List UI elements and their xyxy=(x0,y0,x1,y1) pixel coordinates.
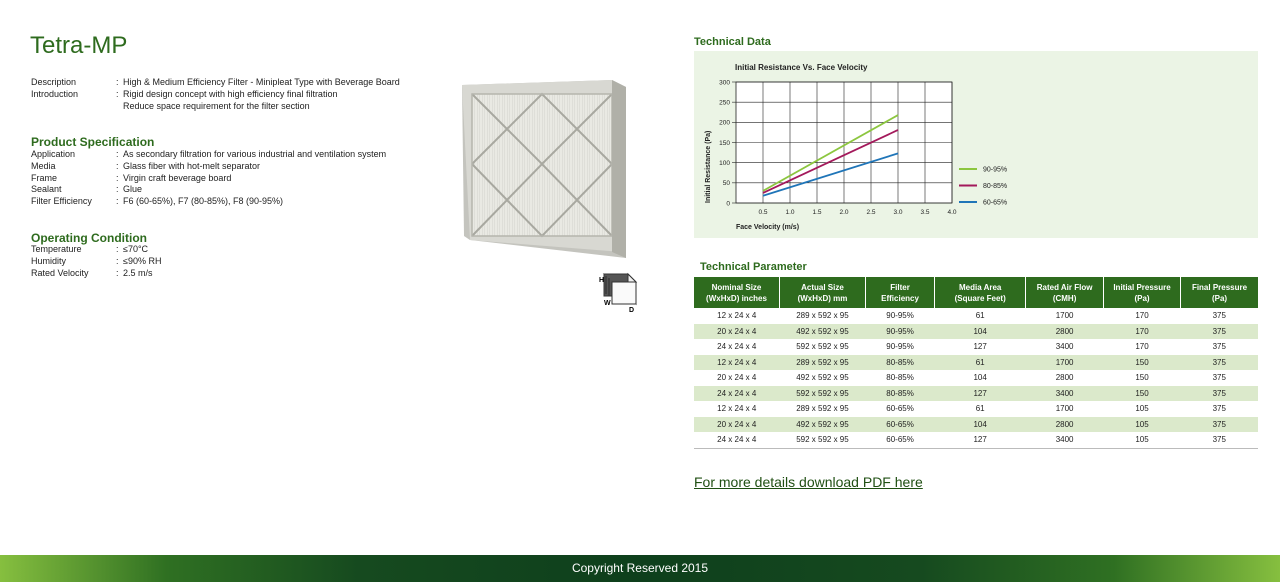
table-cell: 1700 xyxy=(1026,355,1104,371)
table-cell: 150 xyxy=(1104,386,1181,402)
table-row xyxy=(694,370,1258,386)
spec-row: Filter Efficiency : F6 (60-65%), F7 (80-85%), F8 (90-95%) xyxy=(31,196,284,207)
table-cell: 127 xyxy=(935,386,1026,402)
y-tick-label: 0 xyxy=(726,200,730,208)
table-cell: 375 xyxy=(1181,386,1258,402)
intro-list xyxy=(31,77,443,112)
operating-heading: Operating Condition xyxy=(31,231,147,245)
intro-row-description: Description : High & Medium Efficiency Filter - Minipleat Type with Beverage Board xyxy=(31,77,400,87)
spec-row: Frame : Virgin craft beverage board xyxy=(31,172,232,183)
x-axis-label: Face Velocity (m/s) xyxy=(736,224,800,231)
chart-legend xyxy=(959,167,1007,207)
col-header-rated-air-flow: Rated Air Flow (CMH) xyxy=(1026,277,1104,308)
technical-parameter-table xyxy=(694,277,1258,449)
table-body xyxy=(694,308,1258,448)
legend-label: 60-65% xyxy=(983,199,1008,207)
table-cell: 61 xyxy=(975,404,985,414)
table-cell: 592 x 592 x 95 xyxy=(779,386,865,402)
technical-parameter-heading: Technical Parameter xyxy=(700,261,807,273)
table-cell: 375 xyxy=(1181,355,1258,371)
table-cell: 2800 xyxy=(1026,417,1104,433)
operating-row: Rated Velocity : 2.5 m/s xyxy=(31,267,153,278)
spec-row: Application : As secondary filtration for various industrial and ventilation system xyxy=(31,149,387,159)
y-axis-label: Initial Resistance (Pa) xyxy=(705,130,712,203)
table-cell: 61 xyxy=(935,355,1026,371)
table-cell: 60-65% xyxy=(886,404,914,414)
table-cell: 20 x 24 x 4 xyxy=(694,417,779,433)
table-cell: 492 x 592 x 95 xyxy=(796,373,849,383)
table-cell: 492 x 592 x 95 xyxy=(779,324,865,340)
table-cell: 90-95% xyxy=(865,324,934,340)
table-cell: 3400 xyxy=(1026,386,1104,402)
table-cell: 592 x 592 x 95 xyxy=(779,432,865,448)
x-tick-labels xyxy=(758,209,956,216)
product-spec-heading: Product Specification xyxy=(31,135,155,149)
table-cell: 80-85% xyxy=(865,386,934,402)
col-header-initial-pressure: Initial Pressure (Pa) xyxy=(1104,277,1181,308)
table-cell: 12 x 24 x 4 xyxy=(694,355,779,371)
table-cell: 104 xyxy=(935,324,1026,340)
table-cell: 80-85% xyxy=(886,373,914,383)
table-row xyxy=(694,355,1258,371)
table-cell: 12 x 24 x 4 xyxy=(717,404,757,414)
operating-row: Humidity : ≤90% RH xyxy=(31,255,162,266)
table-cell: 104 xyxy=(973,373,987,383)
table-cell: 375 xyxy=(1212,404,1226,414)
y-tick-label: 200 xyxy=(719,119,730,127)
table-row xyxy=(694,386,1258,402)
table-header-row xyxy=(694,277,1258,308)
dim-label-h: H xyxy=(599,277,605,284)
table-cell: 375 xyxy=(1212,373,1226,383)
x-tick-label: 2.0 xyxy=(839,209,849,216)
table-cell: 127 xyxy=(973,342,987,352)
y-tick-labels xyxy=(719,79,730,207)
table-cell: 60-65% xyxy=(865,432,934,448)
col-header-final-pressure: Final Pressure (Pa) xyxy=(1181,277,1258,308)
col-header-nominal-size: Nominal Size (WxHxD) inches xyxy=(694,277,779,308)
resistance-line-chart xyxy=(694,51,1258,238)
table-cell: 2800 xyxy=(1055,373,1074,383)
intro-row-introduction: Introduction : Rigid design concept with high efficiency final filtration Reduce space requirement for the filter section xyxy=(31,88,338,111)
table-cell: 375 xyxy=(1181,432,1258,448)
table-cell: 289 x 592 x 95 xyxy=(779,355,865,371)
dim-label-d: D xyxy=(629,307,635,314)
table-cell: 150 xyxy=(1135,373,1149,383)
x-tick-label: 3.0 xyxy=(893,209,903,216)
table-cell: 90-95% xyxy=(886,311,914,321)
table-cell: 492 x 592 x 95 xyxy=(779,417,865,433)
download-pdf-link[interactable]: For more details download PDF here xyxy=(694,474,923,490)
legend-label: 80-85% xyxy=(983,183,1008,190)
table-row xyxy=(694,324,1258,340)
x-tick-label: 3.5 xyxy=(920,209,930,216)
table-row xyxy=(694,432,1258,448)
dim-label-w: W xyxy=(604,300,611,307)
page-title: Tetra-MP xyxy=(30,32,128,59)
dimension-diagram-icon xyxy=(596,266,642,316)
table-cell: 24 x 24 x 4 xyxy=(717,342,757,352)
copyright-text: Copyright Reserved 2015 xyxy=(571,561,709,575)
table-cell: 3400 xyxy=(1055,342,1074,352)
technical-data-heading: Technical Data xyxy=(694,36,771,48)
col-header-filter-efficiency: Filter Efficiency xyxy=(865,277,934,308)
spec-row: Sealant : Glue xyxy=(31,184,143,195)
col-header-media-area: Media Area (Square Feet) xyxy=(935,277,1026,308)
table-cell: 375 xyxy=(1212,311,1226,321)
table-row xyxy=(694,308,1258,324)
table-cell: 12 x 24 x 4 xyxy=(717,311,757,321)
table-cell: 375 xyxy=(1181,417,1258,433)
product-spec-list xyxy=(31,149,443,208)
table-cell: 170 xyxy=(1135,342,1149,352)
y-tick-label: 100 xyxy=(719,159,730,167)
legend-label: 90-95% xyxy=(983,166,1008,174)
table-cell: 170 xyxy=(1135,311,1149,321)
table-row xyxy=(694,339,1258,355)
filter-product-image xyxy=(462,80,626,258)
table-cell: 3400 xyxy=(1026,432,1104,448)
table-cell: 592 x 592 x 95 xyxy=(796,342,849,352)
table-cell: 127 xyxy=(935,432,1026,448)
table-row xyxy=(694,401,1258,417)
table-cell: 150 xyxy=(1104,355,1181,371)
table-cell: 90-95% xyxy=(886,342,914,352)
chart-grid xyxy=(732,82,952,203)
y-tick-label: 50 xyxy=(722,180,730,188)
col-header-actual-size: Actual Size (WxHxD) mm xyxy=(779,277,865,308)
table-cell: 1700 xyxy=(1055,311,1074,321)
x-tick-label: 2.5 xyxy=(866,209,876,216)
y-tick-label: 250 xyxy=(719,99,730,107)
table-cell: 24 x 24 x 4 xyxy=(694,432,779,448)
table-cell: 60-65% xyxy=(865,417,934,433)
y-tick-label: 150 xyxy=(719,139,730,147)
y-tick-label: 300 xyxy=(719,79,730,87)
table-cell: 20 x 24 x 4 xyxy=(717,373,757,383)
x-tick-label: 1.5 xyxy=(812,209,822,216)
x-tick-label: 1.0 xyxy=(785,209,795,216)
table-cell: 105 xyxy=(1104,432,1181,448)
table-cell: 375 xyxy=(1181,324,1258,340)
x-tick-label: 0.5 xyxy=(758,209,768,216)
table-cell: 24 x 24 x 4 xyxy=(694,386,779,402)
chart-panel xyxy=(694,51,1258,238)
table-cell: 105 xyxy=(1104,417,1181,433)
table-cell: 80-85% xyxy=(865,355,934,371)
spec-row: Media : Glass fiber with hot-melt separator xyxy=(31,160,261,171)
x-tick-label: 4.0 xyxy=(947,209,957,216)
table-cell: 375 xyxy=(1212,342,1226,352)
table-cell: 170 xyxy=(1104,324,1181,340)
table-cell: 2800 xyxy=(1026,324,1104,340)
operating-row: Temperature : ≤70°C xyxy=(31,244,149,254)
table-cell: 61 xyxy=(975,311,985,321)
table-cell: 1700 xyxy=(1055,404,1074,414)
table-cell: 20 x 24 x 4 xyxy=(694,324,779,340)
table-cell: 289 x 592 x 95 xyxy=(796,311,849,321)
footer xyxy=(0,555,1280,582)
chart-title: Initial Resistance Vs. Face Velocity xyxy=(735,63,868,72)
table-cell: 104 xyxy=(935,417,1026,433)
table-row xyxy=(694,417,1258,433)
table-cell: 289 x 592 x 95 xyxy=(796,404,849,414)
operating-list xyxy=(31,244,443,279)
table-cell: 105 xyxy=(1135,404,1149,414)
